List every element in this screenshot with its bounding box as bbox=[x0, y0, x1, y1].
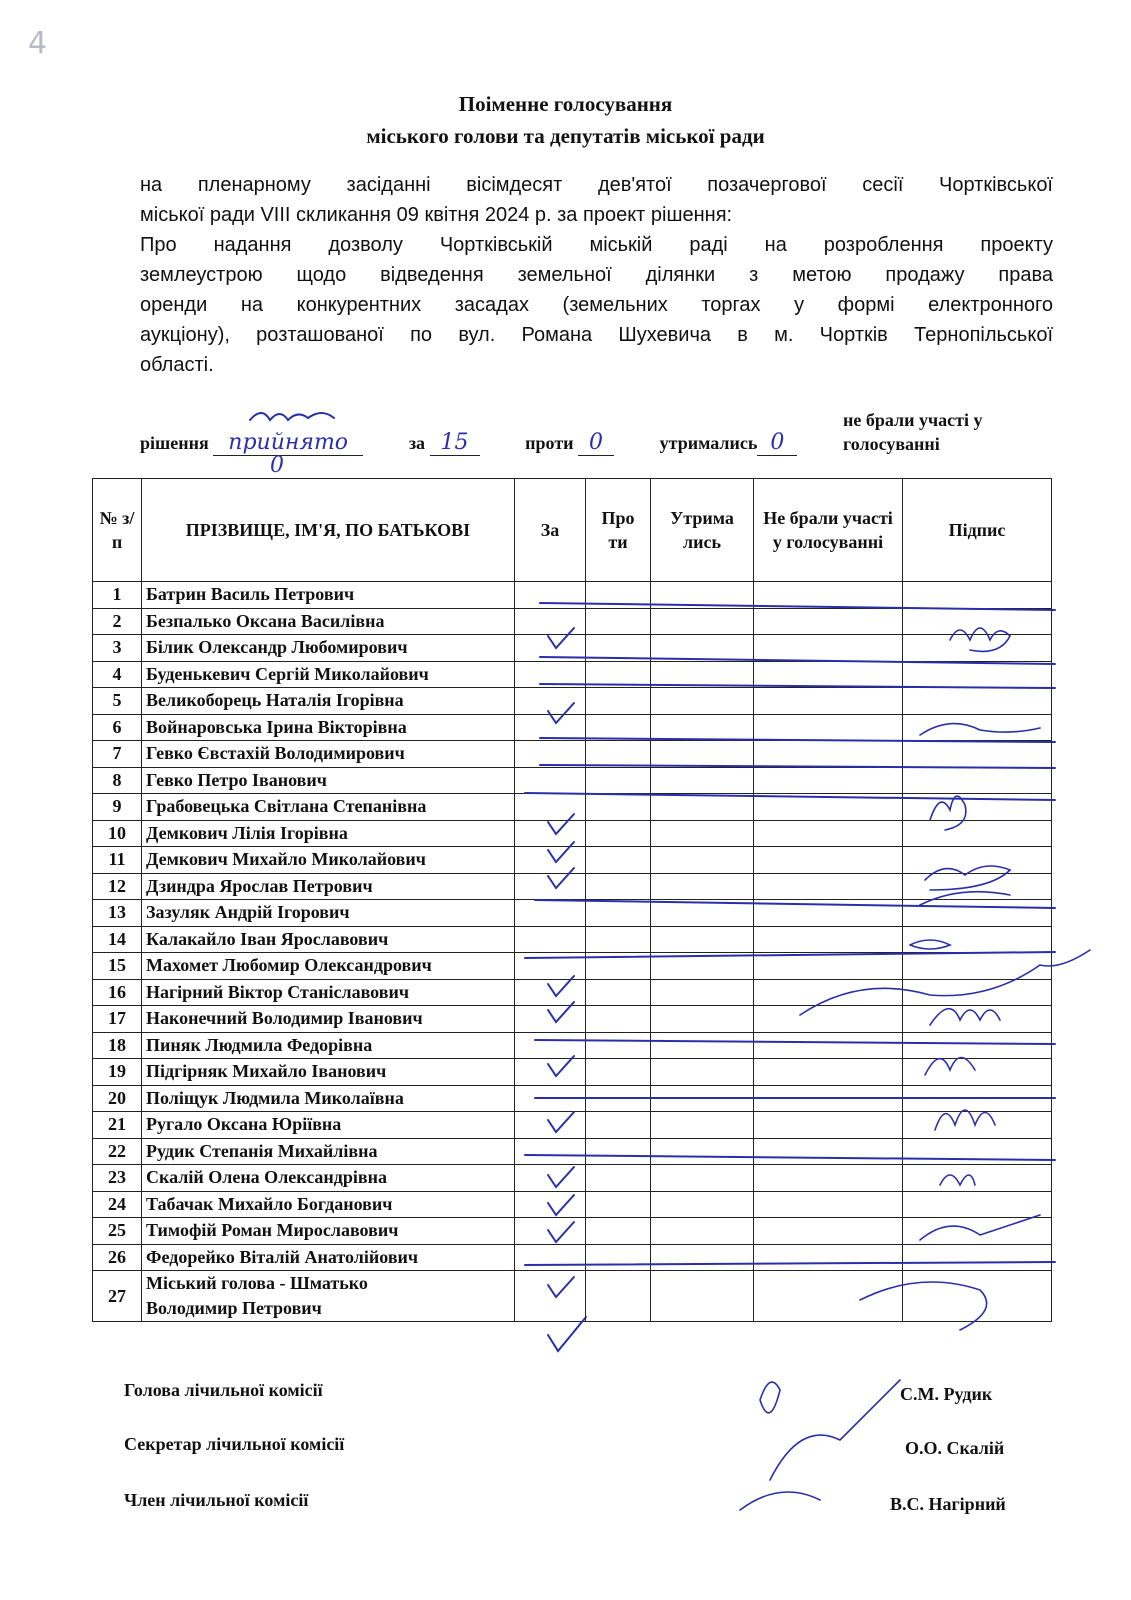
vote-abstained-cell bbox=[651, 873, 754, 900]
vote-for-cell bbox=[515, 926, 586, 953]
vote-not-voted-cell bbox=[754, 688, 903, 715]
vote-not-voted-cell bbox=[754, 1165, 903, 1192]
table-row bbox=[93, 741, 1052, 768]
signature-cell bbox=[903, 1218, 1052, 1245]
row-number: 6 bbox=[93, 714, 142, 741]
table-row bbox=[93, 714, 1052, 741]
intro-line: області. bbox=[140, 354, 214, 376]
row-number: 25 bbox=[93, 1218, 142, 1245]
row-number: 20 bbox=[93, 1085, 142, 1112]
vote-abstained-cell bbox=[651, 608, 754, 635]
vote-against-cell bbox=[586, 1059, 651, 1086]
table-row bbox=[93, 1006, 1052, 1033]
commission-member-label: Член лічильної комісії bbox=[124, 1490, 309, 1510]
vote-abstained-cell bbox=[651, 582, 754, 609]
member-name: Калакайло Іван Ярославович bbox=[142, 926, 515, 953]
table-row bbox=[93, 661, 1052, 688]
vote-not-voted-cell bbox=[754, 1085, 903, 1112]
vote-against-cell bbox=[586, 1112, 651, 1139]
vote-for-cell bbox=[515, 820, 586, 847]
vote-abstained-cell bbox=[651, 926, 754, 953]
vote-against-cell bbox=[586, 1191, 651, 1218]
vote-not-voted-cell bbox=[754, 900, 903, 927]
table-row bbox=[93, 635, 1052, 662]
vote-abstained-cell bbox=[651, 1006, 754, 1033]
signature-cell bbox=[903, 873, 1052, 900]
vote-abstained-cell bbox=[651, 1191, 754, 1218]
vote-abstained-cell bbox=[651, 1059, 754, 1086]
member-name-line: Володимир Петрович bbox=[146, 1298, 322, 1318]
not-voted-label: не брали участі у голосуванні bbox=[843, 410, 983, 454]
vote-against-cell bbox=[586, 926, 651, 953]
vote-for-cell bbox=[515, 1112, 586, 1139]
table-row bbox=[93, 1244, 1052, 1271]
header-abstained: Утрима лись bbox=[651, 479, 754, 582]
signature-cell bbox=[903, 1032, 1052, 1059]
signature-cell bbox=[903, 1006, 1052, 1033]
signature-cell bbox=[903, 1085, 1052, 1112]
table-row bbox=[93, 953, 1052, 980]
row-number: 3 bbox=[93, 635, 142, 662]
member-name: Підгірняк Михайло Іванович bbox=[142, 1059, 515, 1086]
vote-against-cell bbox=[586, 1218, 651, 1245]
table-row bbox=[93, 847, 1052, 874]
vote-not-voted-cell bbox=[754, 1059, 903, 1086]
table-row bbox=[93, 926, 1052, 953]
row-number: 13 bbox=[93, 900, 142, 927]
vote-for-cell bbox=[515, 900, 586, 927]
vote-abstained-cell bbox=[651, 953, 754, 980]
vote-abstained-cell bbox=[651, 714, 754, 741]
vote-for-cell bbox=[515, 1138, 586, 1165]
vote-for-cell bbox=[515, 1059, 586, 1086]
vote-abstained-cell bbox=[651, 900, 754, 927]
signature-cell bbox=[903, 820, 1052, 847]
against-label: проти bbox=[525, 433, 574, 453]
vote-for-cell bbox=[515, 1032, 586, 1059]
signature-cell bbox=[903, 1112, 1052, 1139]
vote-not-voted-cell bbox=[754, 1112, 903, 1139]
member-name: Табачак Михайло Богданович bbox=[142, 1191, 515, 1218]
table-row bbox=[93, 1112, 1052, 1139]
member-name: Нагірний Віктор Станіславович bbox=[142, 979, 515, 1006]
signature-cell bbox=[903, 1271, 1052, 1322]
vote-not-voted-cell bbox=[754, 1138, 903, 1165]
row-number: 22 bbox=[93, 1138, 142, 1165]
commission-head-name: С.М. Рудик bbox=[900, 1384, 993, 1404]
header-signature: Підпис bbox=[903, 479, 1052, 582]
vote-for-cell bbox=[515, 608, 586, 635]
signature-cell bbox=[903, 688, 1052, 715]
vote-abstained-cell bbox=[651, 1244, 754, 1271]
decision-label: рішення bbox=[140, 433, 209, 453]
vote-for-cell bbox=[515, 635, 586, 662]
table-row bbox=[93, 1191, 1052, 1218]
member-name: Гевко Петро Іванович bbox=[142, 767, 515, 794]
member-name: Наконечний Володимир Іванович bbox=[142, 1006, 515, 1033]
member-name: Великоборець Наталія Ігорівна bbox=[142, 688, 515, 715]
vote-against-cell bbox=[586, 608, 651, 635]
header-number: № з/п bbox=[93, 479, 142, 582]
signature-cell bbox=[903, 741, 1052, 768]
header-for: За bbox=[515, 479, 586, 582]
not-voted-count: 0 bbox=[270, 453, 284, 478]
table-row bbox=[93, 1271, 1052, 1322]
vote-against-cell bbox=[586, 847, 651, 874]
signature-cell bbox=[903, 926, 1052, 953]
document-subtitle: міського голови та депутатів міської ради bbox=[366, 124, 765, 148]
vote-abstained-cell bbox=[651, 847, 754, 874]
table-row bbox=[93, 608, 1052, 635]
header-not-voted: Не брали участі у голосуванні bbox=[754, 479, 903, 582]
vote-not-voted-cell bbox=[754, 1271, 903, 1322]
document-title: Поіменне голосування bbox=[458, 92, 673, 116]
member-name: Зазуляк Андрій Ігорович bbox=[142, 900, 515, 927]
vote-against-cell bbox=[586, 767, 651, 794]
row-number: 2 bbox=[93, 608, 142, 635]
vote-for-cell bbox=[515, 1085, 586, 1112]
signature-cell bbox=[903, 661, 1052, 688]
vote-against-cell bbox=[586, 1006, 651, 1033]
row-number: 18 bbox=[93, 1032, 142, 1059]
row-number: 7 bbox=[93, 741, 142, 768]
table-row bbox=[93, 873, 1052, 900]
intro-line: міської ради VIII скликання 09 квітня 2024 р. за проект рішення: bbox=[140, 204, 733, 226]
table-row bbox=[93, 900, 1052, 927]
table-row bbox=[93, 1032, 1052, 1059]
vote-not-voted-cell bbox=[754, 873, 903, 900]
intro-paragraph bbox=[140, 170, 1053, 380]
vote-not-voted-cell bbox=[754, 741, 903, 768]
member-name: Скалій Олена Олександрівна bbox=[142, 1165, 515, 1192]
abstained-label: утримались bbox=[659, 433, 758, 453]
vote-not-voted-cell bbox=[754, 1191, 903, 1218]
vote-for-cell bbox=[515, 847, 586, 874]
vote-abstained-cell bbox=[651, 688, 754, 715]
vote-against-cell bbox=[586, 714, 651, 741]
vote-against-cell bbox=[586, 820, 651, 847]
row-number: 17 bbox=[93, 1006, 142, 1033]
header-name: ПРІЗВИЩЕ, ІМ'Я, ПО БАТЬКОВІ bbox=[142, 479, 515, 582]
vote-not-voted-cell bbox=[754, 926, 903, 953]
vote-not-voted-cell bbox=[754, 1244, 903, 1271]
row-number: 15 bbox=[93, 953, 142, 980]
signature-cell bbox=[903, 847, 1052, 874]
row-number: 12 bbox=[93, 873, 142, 900]
vote-abstained-cell bbox=[651, 1165, 754, 1192]
row-number: 4 bbox=[93, 661, 142, 688]
vote-abstained-cell bbox=[651, 1085, 754, 1112]
vote-for-cell bbox=[515, 1244, 586, 1271]
member-name: Демкович Лілія Ігорівна bbox=[142, 820, 515, 847]
table-row bbox=[93, 582, 1052, 609]
vote-for-cell bbox=[515, 794, 586, 821]
intro-line: оренди на конкурентних засадах (земельних торгах у формі електронного bbox=[140, 294, 1053, 316]
member-name: Ругало Оксана Юріївна bbox=[142, 1112, 515, 1139]
commission-member-name: В.С. Нагірний bbox=[890, 1494, 1006, 1514]
for-label: за bbox=[408, 433, 426, 453]
vote-for-cell bbox=[515, 741, 586, 768]
vote-abstained-cell bbox=[651, 1271, 754, 1322]
vote-abstained-cell bbox=[651, 1138, 754, 1165]
signature-cell bbox=[903, 1244, 1052, 1271]
vote-not-voted-cell bbox=[754, 847, 903, 874]
table-row bbox=[93, 767, 1052, 794]
vote-for-cell bbox=[515, 873, 586, 900]
vote-against-cell bbox=[586, 979, 651, 1006]
row-number: 19 bbox=[93, 1059, 142, 1086]
table-row bbox=[93, 979, 1052, 1006]
vote-not-voted-cell bbox=[754, 661, 903, 688]
intro-line: землеустрою щодо відведення земельної ділянки з метою продажу права bbox=[140, 264, 1053, 286]
vote-abstained-cell bbox=[651, 1032, 754, 1059]
signature-cell bbox=[903, 1165, 1052, 1192]
row-number: 16 bbox=[93, 979, 142, 1006]
abstained-count: 0 bbox=[770, 430, 785, 455]
vote-not-voted-cell bbox=[754, 767, 903, 794]
row-number: 11 bbox=[93, 847, 142, 874]
table-row bbox=[93, 688, 1052, 715]
table-row bbox=[93, 1138, 1052, 1165]
vote-against-cell bbox=[586, 1032, 651, 1059]
vote-against-cell bbox=[586, 1085, 651, 1112]
member-name: Рудик Степанія Михайлівна bbox=[142, 1138, 515, 1165]
table-row bbox=[93, 1165, 1052, 1192]
decision-result: прийнято bbox=[228, 430, 349, 455]
member-name: Білик Олександр Любомирович bbox=[142, 635, 515, 662]
row-number: 27 bbox=[93, 1271, 142, 1322]
signature-cell bbox=[903, 767, 1052, 794]
row-number: 14 bbox=[93, 926, 142, 953]
vote-against-cell bbox=[586, 1244, 651, 1271]
vote-against-cell bbox=[586, 635, 651, 662]
vote-for-cell bbox=[515, 1165, 586, 1192]
commission-secretary-name: О.О. Скалій bbox=[905, 1438, 1005, 1458]
row-number: 26 bbox=[93, 1244, 142, 1271]
vote-for-cell bbox=[515, 1006, 586, 1033]
signature-cell bbox=[903, 1059, 1052, 1086]
table-row bbox=[93, 1218, 1052, 1245]
table-row bbox=[93, 820, 1052, 847]
vote-for-cell bbox=[515, 1191, 586, 1218]
row-number: 8 bbox=[93, 767, 142, 794]
table-row bbox=[93, 794, 1052, 821]
vote-abstained-cell bbox=[651, 1112, 754, 1139]
vote-against-cell bbox=[586, 1165, 651, 1192]
vote-abstained-cell bbox=[651, 767, 754, 794]
signature-cell bbox=[903, 900, 1052, 927]
vote-for-cell bbox=[515, 714, 586, 741]
vote-against-cell bbox=[586, 582, 651, 609]
vote-for-cell bbox=[515, 979, 586, 1006]
vote-abstained-cell bbox=[651, 979, 754, 1006]
row-number: 5 bbox=[93, 688, 142, 715]
member-name: Гевко Євстахій Володимирович bbox=[142, 741, 515, 768]
vote-not-voted-cell bbox=[754, 1218, 903, 1245]
vote-not-voted-cell bbox=[754, 582, 903, 609]
vote-against-cell bbox=[586, 900, 651, 927]
vote-abstained-cell bbox=[651, 820, 754, 847]
intro-line: на пленарному засіданні вісімдесят дев'ятої позачергової сесії Чортківської bbox=[140, 174, 1053, 196]
row-number: 1 bbox=[93, 582, 142, 609]
vote-for-cell bbox=[515, 953, 586, 980]
decision-summary bbox=[140, 408, 1053, 478]
signature-cell bbox=[903, 714, 1052, 741]
signature-cell bbox=[903, 794, 1052, 821]
table-row bbox=[93, 1059, 1052, 1086]
vote-abstained-cell bbox=[651, 635, 754, 662]
page-number: 4 bbox=[28, 26, 48, 61]
member-name: Батрин Василь Петрович bbox=[142, 582, 515, 609]
commission-secretary-label: Секретар лічильної комісії bbox=[124, 1434, 345, 1454]
vote-abstained-cell bbox=[651, 661, 754, 688]
member-name: Буденькевич Сергій Миколайович bbox=[142, 661, 515, 688]
header-against: Про ти bbox=[586, 479, 651, 582]
signature-cell bbox=[903, 1138, 1052, 1165]
row-number: 24 bbox=[93, 1191, 142, 1218]
member-name-line: Міський голова - Шматько bbox=[146, 1273, 368, 1293]
vote-against-cell bbox=[586, 1271, 651, 1322]
vote-against-cell bbox=[586, 661, 651, 688]
commission-head-label: Голова лічильної комісії bbox=[124, 1380, 323, 1400]
vote-against-cell bbox=[586, 688, 651, 715]
member-name: Поліщук Людмила Миколаївна bbox=[142, 1085, 515, 1112]
signature-cell bbox=[903, 979, 1052, 1006]
row-number: 23 bbox=[93, 1165, 142, 1192]
vote-against-cell bbox=[586, 873, 651, 900]
against-count: 0 bbox=[589, 430, 604, 455]
signature-cell bbox=[903, 953, 1052, 980]
signature-cell bbox=[903, 635, 1052, 662]
signature-cell bbox=[903, 582, 1052, 609]
member-name: Грабовецька Світлана Степанівна bbox=[142, 794, 515, 821]
vote-for-cell bbox=[515, 688, 586, 715]
signature-cell bbox=[903, 608, 1052, 635]
member-name: Безпалько Оксана Василівна bbox=[142, 608, 515, 635]
member-name: Тимофій Роман Мирославович bbox=[142, 1218, 515, 1245]
vote-abstained-cell bbox=[651, 741, 754, 768]
vote-for-cell bbox=[515, 661, 586, 688]
vote-for-cell bbox=[515, 582, 586, 609]
intro-line: аукціону), розташованої по вул. Романа Шухевича в м. Чортків Тернопільської bbox=[140, 324, 1053, 346]
member-name: Дзиндра Ярослав Петрович bbox=[142, 873, 515, 900]
vote-not-voted-cell bbox=[754, 794, 903, 821]
member-name: Махомет Любомир Олександрович bbox=[142, 953, 515, 980]
vote-against-cell bbox=[586, 953, 651, 980]
member-name: Федорейко Віталій Анатолійович bbox=[142, 1244, 515, 1271]
row-number: 21 bbox=[93, 1112, 142, 1139]
vote-for-cell bbox=[515, 1218, 586, 1245]
vote-abstained-cell bbox=[651, 1218, 754, 1245]
vote-not-voted-cell bbox=[754, 608, 903, 635]
vote-against-cell bbox=[586, 741, 651, 768]
member-name bbox=[142, 1271, 515, 1322]
member-name: Демкович Михайло Миколайович bbox=[142, 847, 515, 874]
member-name: Пиняк Людмила Федорівна bbox=[142, 1032, 515, 1059]
vote-not-voted-cell bbox=[754, 714, 903, 741]
vote-not-voted-cell bbox=[754, 953, 903, 980]
signature-cell bbox=[903, 1191, 1052, 1218]
table-row bbox=[93, 1085, 1052, 1112]
intro-line: Про надання дозволу Чортківській міській раді на розроблення проекту bbox=[140, 234, 1053, 256]
table-header-row bbox=[93, 479, 1052, 582]
row-number: 10 bbox=[93, 820, 142, 847]
vote-not-voted-cell bbox=[754, 1032, 903, 1059]
vote-for-cell bbox=[515, 767, 586, 794]
vote-not-voted-cell bbox=[754, 820, 903, 847]
member-name: Войнаровська Ірина Вікторівна bbox=[142, 714, 515, 741]
row-number: 9 bbox=[93, 794, 142, 821]
vote-not-voted-cell bbox=[754, 1006, 903, 1033]
for-count: 15 bbox=[440, 430, 469, 455]
vote-abstained-cell bbox=[651, 794, 754, 821]
vote-against-cell bbox=[586, 1138, 651, 1165]
roll-call-table bbox=[92, 478, 1052, 1322]
vote-against-cell bbox=[586, 794, 651, 821]
vote-not-voted-cell bbox=[754, 979, 903, 1006]
vote-not-voted-cell bbox=[754, 635, 903, 662]
vote-for-cell bbox=[515, 1271, 586, 1322]
